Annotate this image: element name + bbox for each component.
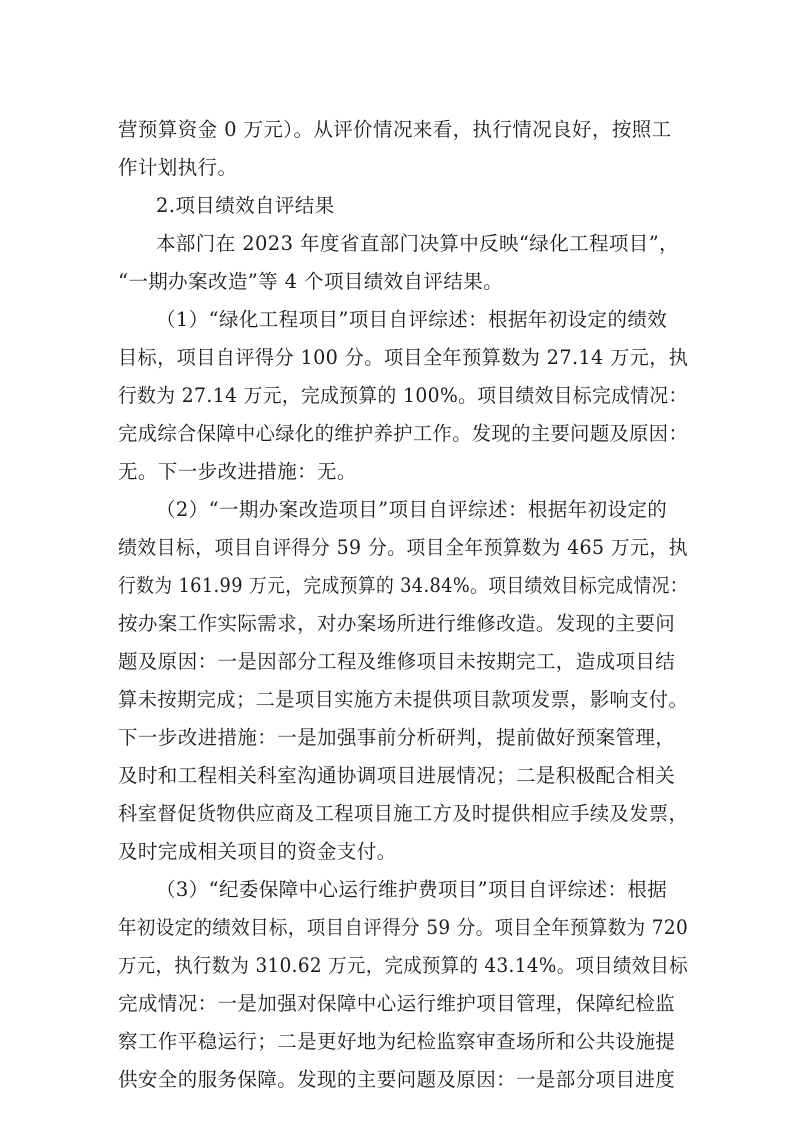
paragraph-line: 万元，执行数为 310.62 万元，完成预算的 43.14%。项目绩效目标 [118, 954, 688, 977]
paragraph-line: 年初设定的绩效目标，项目自评得分 59 分。项目全年预算数为 720 [118, 916, 689, 939]
paragraph-line: 作计划执行。 [118, 156, 238, 179]
paragraph-line: （2）“一期办案改造项目”项目自评综述：根据年初设定的 [156, 498, 668, 521]
paragraph-line: 题及原因：一是因部分工程及维修项目未按期完工，造成项目结 [118, 650, 676, 673]
paragraph-line: 绩效目标，项目自评得分 59 分。项目全年预算数为 465 万元，执 [118, 536, 688, 559]
paragraph-line: 及时和工程相关科室沟通协调项目进展情况；二是积极配合相关 [118, 764, 676, 787]
paragraph-line: 及时完成相关项目的资金支付。 [118, 840, 397, 863]
paragraph-line: 完成情况：一是加强对保障中心运行维护项目管理，保障纪检监 [118, 992, 676, 1015]
paragraph-line: 行数为 161.99 万元，完成预算的 34.84%。项目绩效目标完成情况： [118, 574, 688, 597]
paragraph-line: 科室督促货物供应商及工程项目施工方及时提供相应手续及发票， [118, 802, 689, 825]
section-heading: 2.项目绩效自评结果 [156, 194, 335, 217]
paragraph-line: 无。下一步改进措施：无。 [118, 460, 357, 483]
paragraph-line: 完成综合保障中心绿化的维护养护工作。发现的主要问题及原因： [118, 422, 689, 445]
document-page [118, 0, 688, 1122]
paragraph-line: （3）“纪委保障中心运行维护费项目”项目自评综述：根据 [156, 878, 668, 901]
paragraph-line: 按办案工作实际需求，对办案场所进行维修改造。发现的主要问 [118, 612, 676, 635]
paragraph-line: 行数为 27.14 万元，完成预算的 100%。项目绩效目标完成情况： [118, 384, 688, 407]
paragraph-line: 算未按期完成；二是项目实施方未提供项目款项发票，影响支付。 [118, 688, 689, 711]
paragraph-line: 目标，项目自评得分 100 分。项目全年预算数为 27.14 万元，执 [118, 346, 689, 369]
paragraph-line: 下一步改进措施：一是加强事前分析研判，提前做好预案管理， [118, 726, 676, 749]
paragraph-line: 供安全的服务保障。发现的主要问题及原因：一是部分项目进度 [118, 1068, 676, 1091]
paragraph-line: “一期办案改造”等 4 个项目绩效自评结果。 [118, 270, 504, 293]
paragraph-line: 察工作平稳运行；二是更好地为纪检监察审查场所和公共设施提 [118, 1030, 676, 1053]
paragraph-line: （1）“绿化工程项目”项目自评综述：根据年初设定的绩效 [156, 308, 668, 331]
paragraph-line: 本部门在 2023 年度省直部门决算中反映“绿化工程项目”， [156, 232, 679, 255]
paragraph-line: 营预算资金 0 万元）。从评价情况来看，执行情况良好，按照工 [118, 118, 672, 141]
